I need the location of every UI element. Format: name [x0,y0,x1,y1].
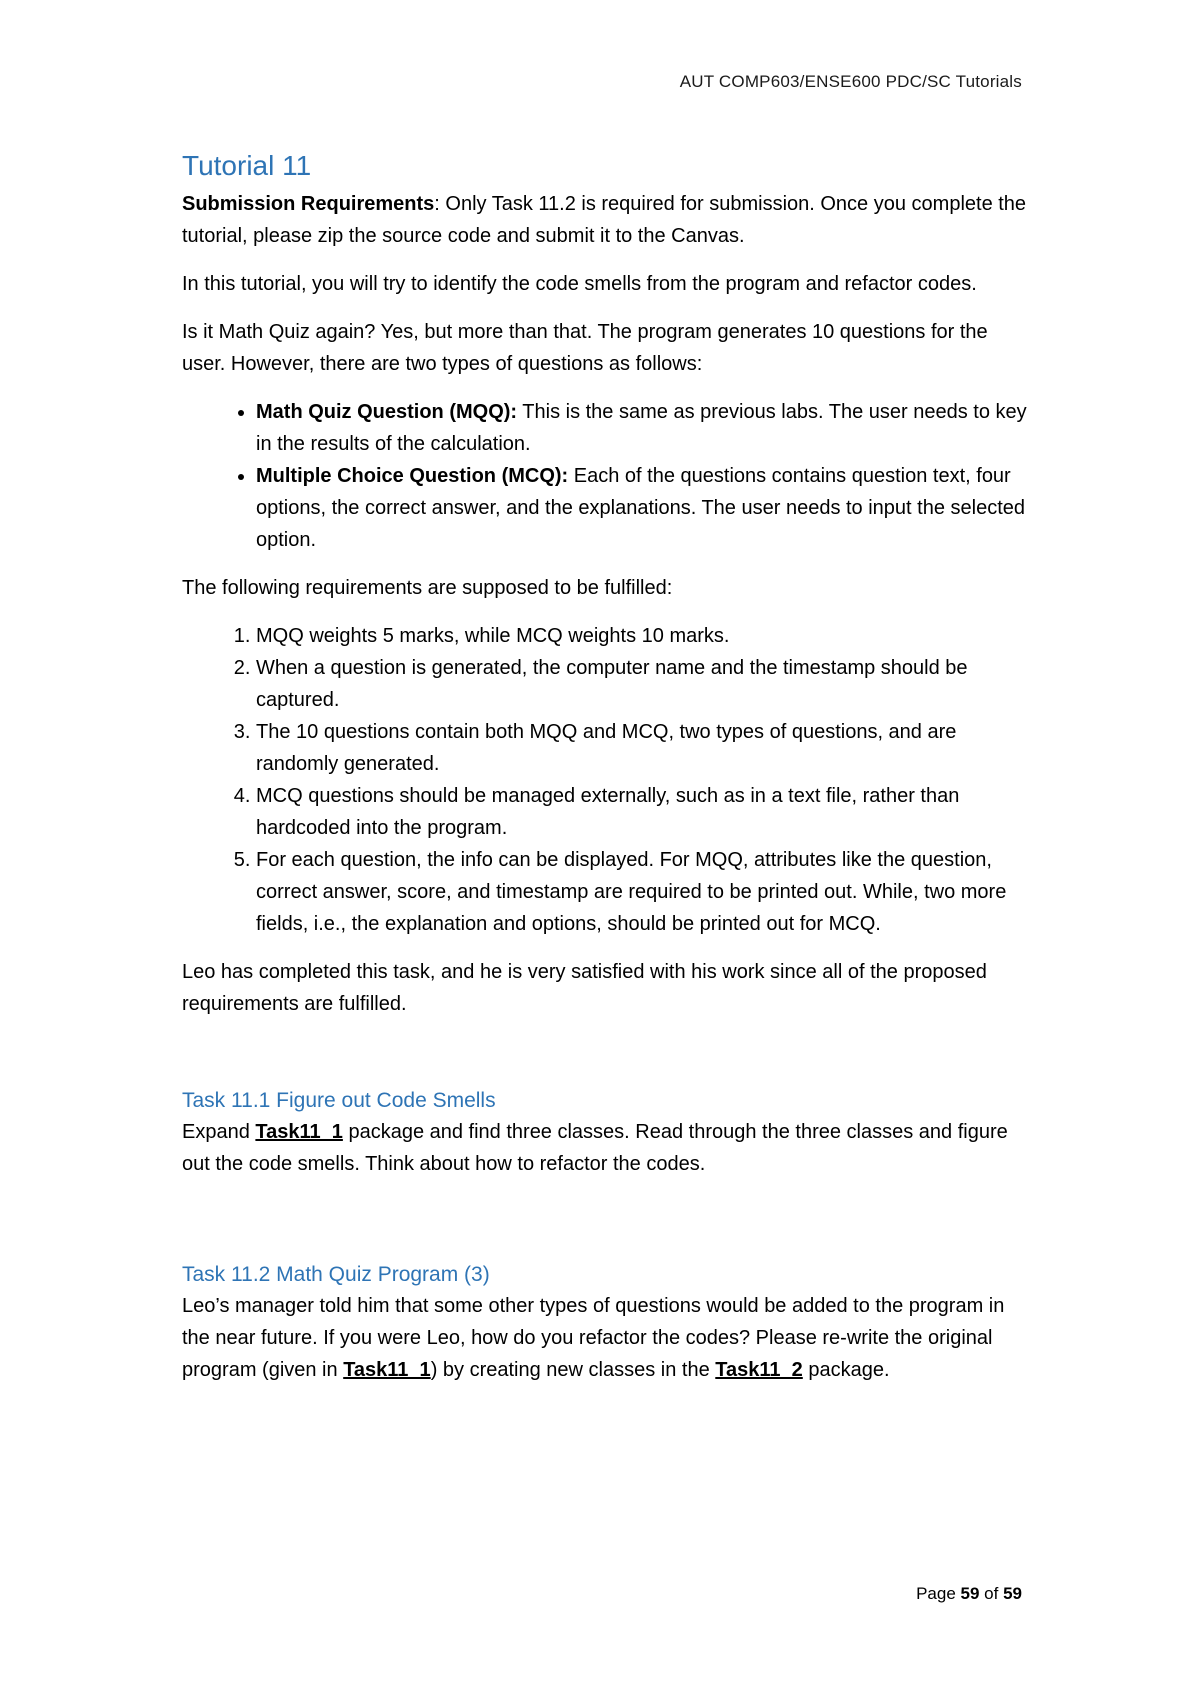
task11-1-link[interactable]: Task11_1 [343,1359,431,1381]
task2-text-pre: Leo’s manager told him that some other types of questions would be added to the program in the near future. If you were Leo, how do you refactor the codes? Please re-write the original program (given in [182,1295,1005,1381]
task11-2-link[interactable]: Task11_2 [715,1359,803,1381]
task2-text-mid: ) by creating new classes in the [430,1359,716,1381]
page-current: 59 [960,1584,980,1603]
spacer [182,1036,1028,1086]
spacer [182,1196,1028,1260]
requirements-list [182,620,1028,940]
list-item [256,396,1028,460]
question-type-label: Math Quiz Question (MQQ): [256,401,518,423]
list-item: 1. MQQ weights 5 marks, while MCQ weights 10 marks. [256,620,1028,652]
list-item: 2. When a question is generated, the computer name and the timestamp should be captured. [256,652,1028,716]
page-footer [916,1584,1022,1604]
list-item: 5. For each question, the info can be displayed. For MQQ, attributes like the question, correct answer, score, and timestamp are required to be printed out. While, two more fields, i.e., the explanation and options, should be printed out for MCQ. [256,844,1028,940]
leo-summary-paragraph: Leo has completed this task, and he is very satisfied with his work since all of the proposed requirements are fulfilled. [182,961,987,1015]
list-item [256,460,1028,556]
task1-paragraph [182,1116,1028,1180]
task2-heading: Task 11.2 Math Quiz Program (3) [182,1263,490,1286]
page-content [182,148,1028,1402]
question-type-text: Each of the questions contains question text, four options, the correct answer, and the explanations. The user needs to input the selected option. [256,465,1026,551]
tutorial-title: Tutorial 11 [182,150,312,181]
requirements-intro: The following requirements are supposed to be fulfilled: [182,577,673,599]
of-label: of [979,1584,1004,1603]
task1-text-post: package and find three classes. Read through the three classes and figure out the code smells. Think about how to refactor the codes. [182,1121,1008,1175]
submission-text: : Only Task 11.2 is required for submission. Once you complete the tutorial, please zip the source code and submit it to the Canvas. [182,193,1027,247]
list-item: 3. The 10 questions contain both MQQ and MCQ, two types of questions, and are randomly generated. [256,716,1028,780]
page-header: AUT COMP603/ENSE600 PDC/SC Tutorials [679,72,1022,91]
submission-label: Submission Requirements [182,193,435,215]
page-total: 59 [1003,1584,1022,1603]
task2-text-post: package. [802,1359,890,1381]
task1-text-pre: Expand [182,1121,256,1143]
question-type-label: Multiple Choice Question (MCQ): [256,465,569,487]
submission-paragraph [182,188,1028,252]
question-types-list [182,396,1028,556]
question-type-text: This is the same as previous labs. The user needs to key in the results of the calculation. [256,401,1027,455]
intro-paragraph: In this tutorial, you will try to identify the code smells from the program and refactor codes. [182,273,977,295]
task2-paragraph [182,1290,1028,1386]
list-item: 4. MCQ questions should be managed externally, such as in a text file, rather than hardcoded into the program. [256,780,1028,844]
quiz-intro-paragraph: Is it Math Quiz again? Yes, but more than that. The program generates 10 questions for the user. However, there are two types of questions as follows: [182,321,988,375]
page-label: Page [916,1584,961,1603]
task1-heading: Task 11.1 Figure out Code Smells [182,1089,496,1112]
task11-1-link[interactable]: Task11_1 [255,1121,343,1143]
